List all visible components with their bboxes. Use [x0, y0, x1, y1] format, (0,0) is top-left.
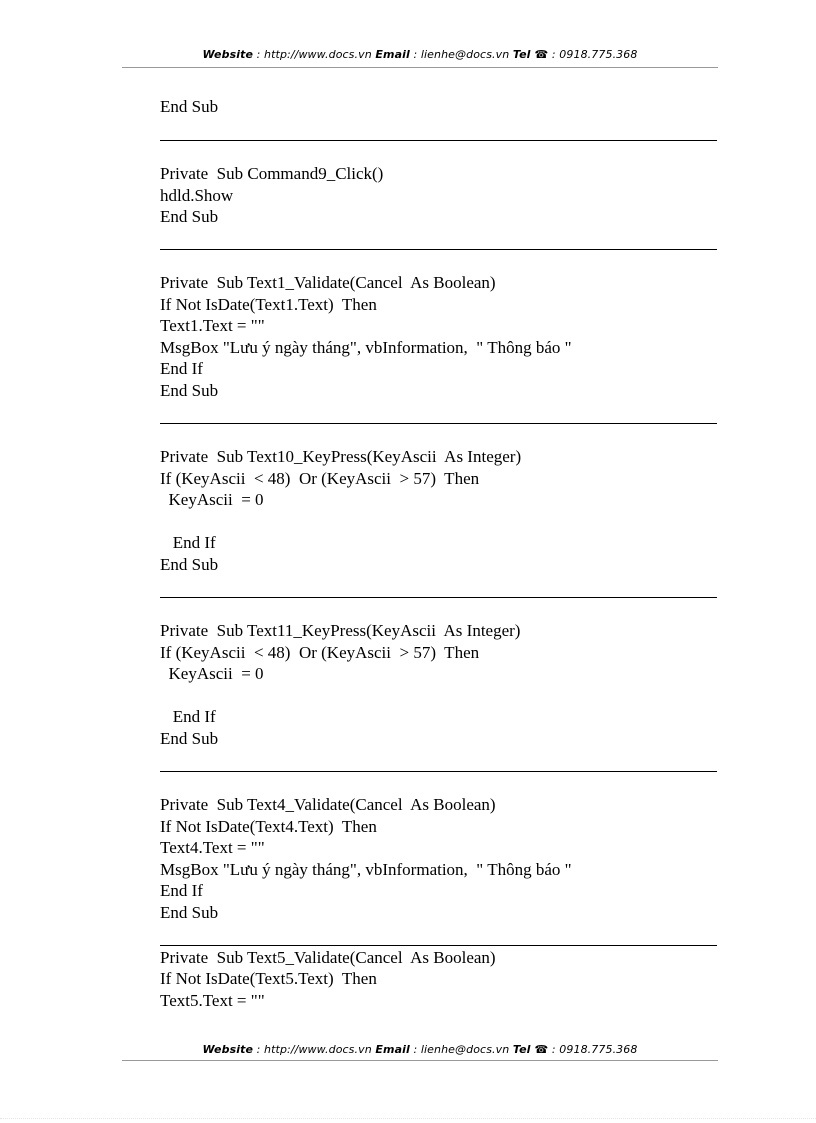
footer-rule: [122, 1060, 718, 1061]
code-line: End If: [160, 707, 216, 726]
code-line: End Sub: [160, 903, 219, 922]
separator-rule: [160, 249, 717, 250]
separator-rule: [160, 140, 717, 141]
footer-website-link[interactable]: : http://www.docs.vn: [253, 1043, 376, 1056]
code-line: Text5.Text = "": [160, 991, 265, 1010]
phone-icon: ☎: [534, 1043, 549, 1056]
code-line: hdld.Show: [160, 186, 234, 205]
page-footer: [122, 1043, 718, 1056]
code-line: End Sub: [160, 381, 219, 400]
code-line: Private Sub Text4_Validate(Cancel As Boolean): [160, 795, 496, 814]
code-line: Private Sub Text5_Validate(Cancel As Boolean): [160, 948, 496, 967]
code-line: End Sub: [160, 97, 219, 116]
code-line: Private Sub Text11_KeyPress(KeyAscii As Integer): [160, 621, 521, 640]
code-line: Private Sub Text1_Validate(Cancel As Boolean): [160, 273, 496, 292]
header-rule: [122, 67, 718, 68]
code-line: Private Sub Text10_KeyPress(KeyAscii As Integer): [160, 447, 522, 466]
code-line: MsgBox "Lưu ý ngày tháng", vbInformation, " Thông báo ": [160, 860, 572, 879]
footer-tel-value: : 0918.775.368: [548, 1043, 638, 1056]
separator-rule: [160, 771, 717, 772]
footer-website-label: Website: [202, 1043, 254, 1056]
footer-email-link[interactable]: : lienhe@docs.vn: [409, 1043, 513, 1056]
footer-tel-label: Tel: [512, 1043, 535, 1056]
page-edge: [0, 1118, 816, 1119]
code-line: Text4.Text = "": [160, 838, 265, 857]
header-website-label: Website: [202, 48, 254, 61]
header-tel-label: Tel: [512, 48, 535, 61]
code-line: End If: [160, 881, 203, 900]
separator-rule: [160, 423, 717, 424]
header-email-label: Email: [375, 48, 410, 61]
header-email-link[interactable]: : lienhe@docs.vn: [409, 48, 513, 61]
footer-email-label: Email: [375, 1043, 410, 1056]
separator-rule: [160, 597, 717, 598]
page-header: [122, 48, 718, 61]
code-line: If (KeyAscii < 48) Or (KeyAscii > 57) Then: [160, 469, 480, 488]
code-line: If (KeyAscii < 48) Or (KeyAscii > 57) Then: [160, 643, 480, 662]
code-line: MsgBox "Lưu ý ngày tháng", vbInformation, " Thông báo ": [160, 338, 572, 357]
code-line: If Not IsDate(Text1.Text) Then: [160, 295, 377, 314]
header-website-link[interactable]: : http://www.docs.vn: [253, 48, 376, 61]
separator-rule: [160, 945, 717, 946]
code-line: If Not IsDate(Text5.Text) Then: [160, 969, 377, 988]
header-tel-value: : 0918.775.368: [548, 48, 638, 61]
code-line: End If: [160, 533, 216, 552]
code-line: End Sub: [160, 729, 219, 748]
code-line: End If: [160, 359, 203, 378]
code-line: Private Sub Command9_Click(): [160, 164, 384, 183]
code-line: End Sub: [160, 555, 219, 574]
code-line: KeyAscii = 0: [160, 490, 264, 509]
code-line: Text1.Text = "": [160, 316, 265, 335]
code-line: End Sub: [160, 207, 219, 226]
code-line: If Not IsDate(Text4.Text) Then: [160, 817, 377, 836]
code-line: KeyAscii = 0: [160, 664, 264, 683]
phone-icon: ☎: [534, 48, 549, 61]
